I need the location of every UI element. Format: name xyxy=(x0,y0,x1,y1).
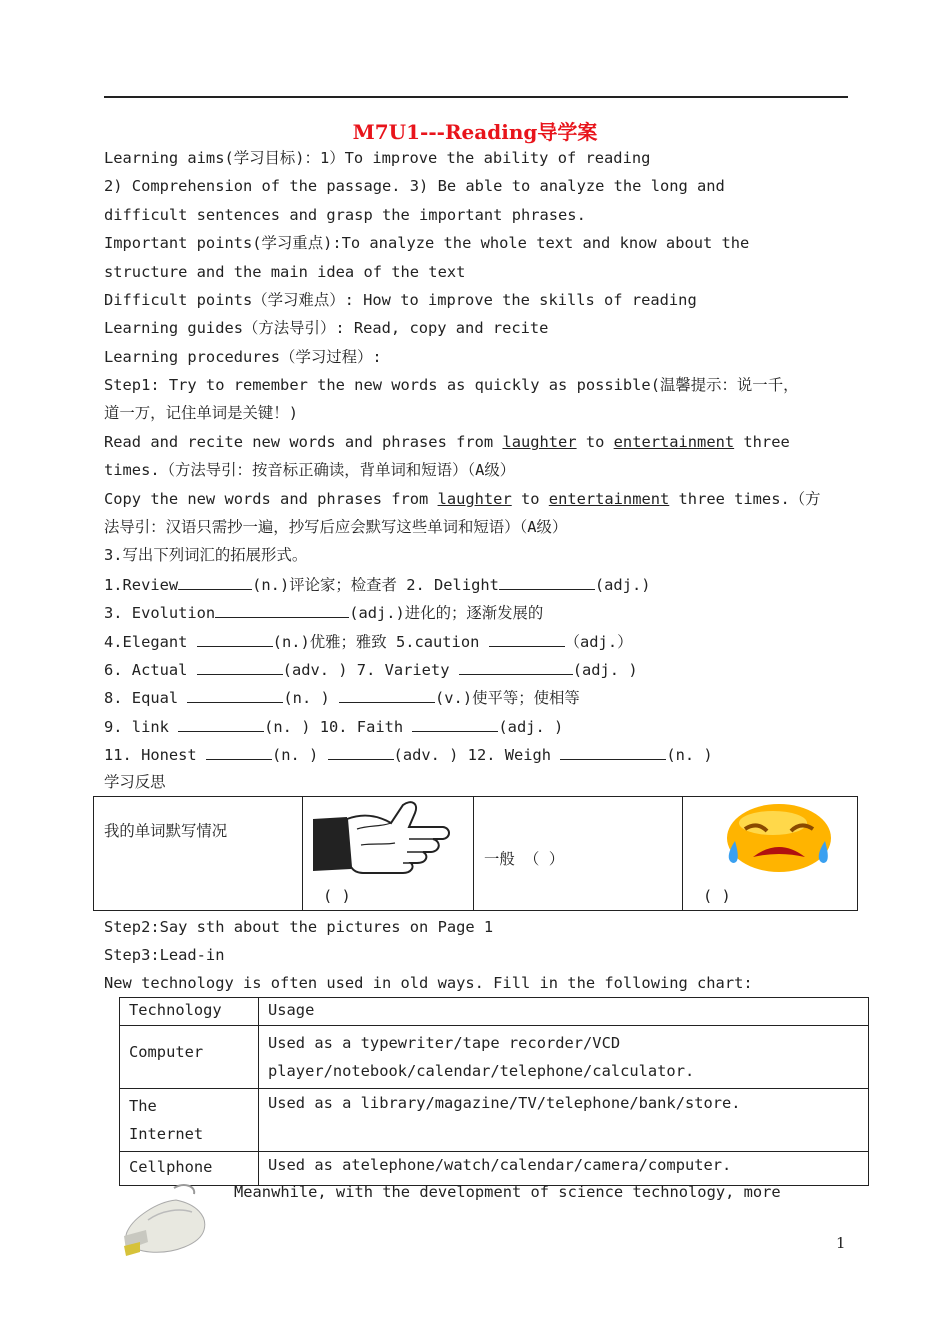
tech-cellphone: Cellphone xyxy=(120,1152,259,1186)
copy-instruction: Copy the new words and phrases from laughter to entertainment three times.（方 xyxy=(104,490,821,508)
step1-line-2: 道一万，记住单词是关键！) xyxy=(104,404,298,422)
page-number: 1 xyxy=(836,1234,846,1252)
answer-blank[interactable] xyxy=(178,574,252,590)
answer-blank[interactable] xyxy=(206,744,272,760)
answer-blank[interactable] xyxy=(215,602,349,618)
answer-blank[interactable] xyxy=(187,687,283,703)
meanwhile-text: Meanwhile, with the development of science technology, more xyxy=(234,1183,781,1201)
header-rule xyxy=(104,96,848,98)
exercise-row-6: 9. link (n. ) 10. Faith (adj. ) xyxy=(104,718,564,736)
leadin-text: New technology is often used in old ways. Fill in the following chart: xyxy=(104,974,753,992)
good-choice[interactable]: ( ) xyxy=(323,887,351,905)
step1-line-1: Step1: Try to remember the new words as quickly as possible(温馨提示：说一千， xyxy=(104,376,799,394)
aims-line-1: Learning aims(学习目标)：1）To improve the ability of reading xyxy=(104,149,651,167)
answer-blank[interactable] xyxy=(197,659,283,675)
step3: Step3:Lead-in xyxy=(104,946,225,964)
header-technology: Technology xyxy=(120,998,259,1026)
usage-computer: Used as a typewriter/tape recorder/VCD player/notebook/calendar/telephone/calculator. xyxy=(259,1026,869,1089)
answer-blank[interactable] xyxy=(339,687,435,703)
read-instruction: Read and recite new words and phrases from laughter to entertainment three xyxy=(104,433,790,451)
answer-blank[interactable] xyxy=(328,744,394,760)
reflection-heading: 学习反思 xyxy=(104,773,166,791)
answer-blank[interactable] xyxy=(489,631,565,647)
bad-choice[interactable]: ( ) xyxy=(703,887,731,905)
exercise-row-7: 11. Honest (n. ) (adv. ) 12. Weigh (n. ) xyxy=(104,746,713,764)
answer-blank[interactable] xyxy=(197,631,273,647)
important-line-2: structure and the main idea of the text xyxy=(104,263,466,281)
crying-face-icon xyxy=(721,801,841,875)
reflection-bad-cell xyxy=(683,797,858,911)
answer-blank[interactable] xyxy=(560,744,666,760)
learning-guides: Learning guides（方法导引）: Read, copy and recite xyxy=(104,319,549,337)
tech-internet: The Internet xyxy=(120,1089,259,1152)
learning-procedures: Learning procedures（学习过程）: xyxy=(104,348,382,366)
reflection-table xyxy=(93,796,858,911)
step2: Step2:Say sth about the pictures on Page 1 xyxy=(104,918,494,936)
difficult-points: Difficult points（学习难点）: How to improve the skills of reading xyxy=(104,291,697,309)
thumbs-up-icon xyxy=(311,797,451,879)
tech-computer: Computer xyxy=(120,1026,259,1089)
exercise-row-2: 3. Evolution (adj.)进化的；逐渐发展的 xyxy=(104,604,544,622)
ordinary-choice[interactable]: 一般 （ ） xyxy=(474,797,683,911)
exercise-row-5: 8. Equal (n. ) (v.)使平等；使相等 xyxy=(104,689,580,707)
aims-line-2: 2) Comprehension of the passage. 3) Be able to analyze the long and xyxy=(104,177,725,195)
important-line-1: Important points(学习重点):To analyze the whole text and know about the xyxy=(104,234,750,252)
aims-line-3: difficult sentences and grasp the important phrases. xyxy=(104,206,586,224)
usage-internet: Used as a library/magazine/TV/telephone/bank/store. xyxy=(259,1089,869,1152)
technology-table xyxy=(119,997,869,1186)
reflection-good-cell xyxy=(303,797,474,911)
exercise-row-3: 4.Elegant (n.)优雅；雅致 5.caution （adj.） xyxy=(104,633,633,651)
exercise-row-4: 6. Actual (adv. ) 7. Variety (adj. ) xyxy=(104,661,638,679)
exercise-heading: 3.写出下列词汇的拓展形式。 xyxy=(104,546,308,564)
answer-blank[interactable] xyxy=(412,716,498,732)
read-instruction-2: times.（方法导引：按音标正确读，背单词和短语）（A级） xyxy=(104,461,516,479)
answer-blank[interactable] xyxy=(178,716,264,732)
answer-blank[interactable] xyxy=(499,574,595,590)
copy-instruction-2: 法导引：汉语只需抄一遍，抄写后应会默写这些单词和短语）（A级） xyxy=(104,518,568,536)
usage-cellphone: Used as atelephone/watch/calendar/camera/computer. xyxy=(259,1152,869,1186)
page-title: M7U1---Reading导学案 xyxy=(352,120,598,144)
exercise-row-1: 1.Review (n.)评论家；检查者 2. Delight (adj.) xyxy=(104,576,651,594)
answer-blank[interactable] xyxy=(459,659,573,675)
computer-mouse-icon xyxy=(118,1180,218,1260)
reflection-label: 我的单词默写情况 xyxy=(94,797,303,911)
header-usage: Usage xyxy=(259,998,869,1026)
